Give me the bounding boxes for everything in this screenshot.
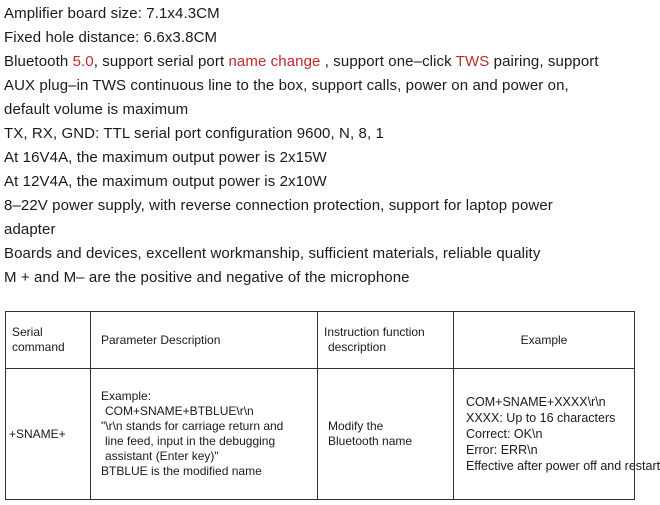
param-line4: line feed, input in the debugging [105,434,276,448]
header-instruction-description [318,312,454,369]
param-line6: BTBLUE is the modified name [101,464,262,478]
instr-line1: Modify the [328,419,384,433]
example-line5: Effective after power off and restart [466,459,660,473]
param-line2: COM+SNAME+BTBLUE\r\n [105,404,254,418]
command-table [5,311,660,500]
example-line1: COM+SNAME+XXXX\r\n [466,395,606,409]
param-line3: "\r\n stands for carriage return and [101,419,284,433]
spec-power-12v: At 12V4A, the maximum output power is 2x10W [4,173,327,190]
bt-version-highlight: 5.0 [72,53,94,70]
bt-text-e: , support one–click [320,53,456,70]
tws-highlight: TWS [455,53,490,70]
spec-supply: 8–22V power supply, with reverse connection protection, support for laptop power [4,197,553,214]
header-example-text: Example [520,332,568,347]
example-line4: Error: ERR\n [466,443,538,457]
spec-power-16v: At 16V4A, the maximum output power is 2x15W [4,149,327,166]
spec-hole-distance: Fixed hole distance: 6.6x3.8CM [4,29,218,46]
cell-command [6,369,91,500]
cell-parameter [91,369,318,500]
spec-quality: Boards and devices, excellent workmanship, sufficient materials, reliable quality [4,245,541,262]
spec-board-size: Amplifier board size: 7.1x4.3CM [4,5,220,22]
header-example [454,312,635,369]
example-line2: XXXX: Up to 16 characters [466,411,616,425]
param-line5: assistant (Enter key)" [105,449,219,463]
header-instr-line2: description [328,340,387,354]
bt-text-a: Bluetooth [4,53,73,70]
command-name: +SNAME+ [9,426,66,441]
header-serial-line1: Serial [12,325,43,339]
spec-aux-line: AUX plug–in TWS continuous line to the box, support calls, power on and power on, [4,77,569,94]
name-change-highlight: name change [228,53,321,70]
bt-text-c: , support serial port [93,53,229,70]
instr-line2: Bluetooth name [328,434,413,448]
spec-default-volume: default volume is maximum [4,101,189,118]
cell-instruction [318,369,454,500]
example-line3: Correct: OK\n [466,427,543,441]
param-line1: Example: [101,389,152,403]
table-row [6,369,635,500]
header-serial-command [6,312,91,369]
table-header-row [6,312,635,369]
spec-microphone: M + and M– are the positive and negative of the microphone [4,269,410,286]
spec-list [4,2,638,290]
header-param-text: Parameter Description [101,332,221,347]
header-serial-line2: command [12,340,65,354]
header-parameter-description [91,312,318,369]
spec-ttl-config: TX, RX, GND: TTL serial port configuration 9600, N, 8, 1 [4,125,384,142]
header-instr-line1: Instruction function [324,325,425,339]
spec-bluetooth [4,50,638,74]
cell-example [454,369,660,500]
spec-supply-cont: adapter [4,221,56,238]
bt-text-g: pairing, support [489,53,599,70]
